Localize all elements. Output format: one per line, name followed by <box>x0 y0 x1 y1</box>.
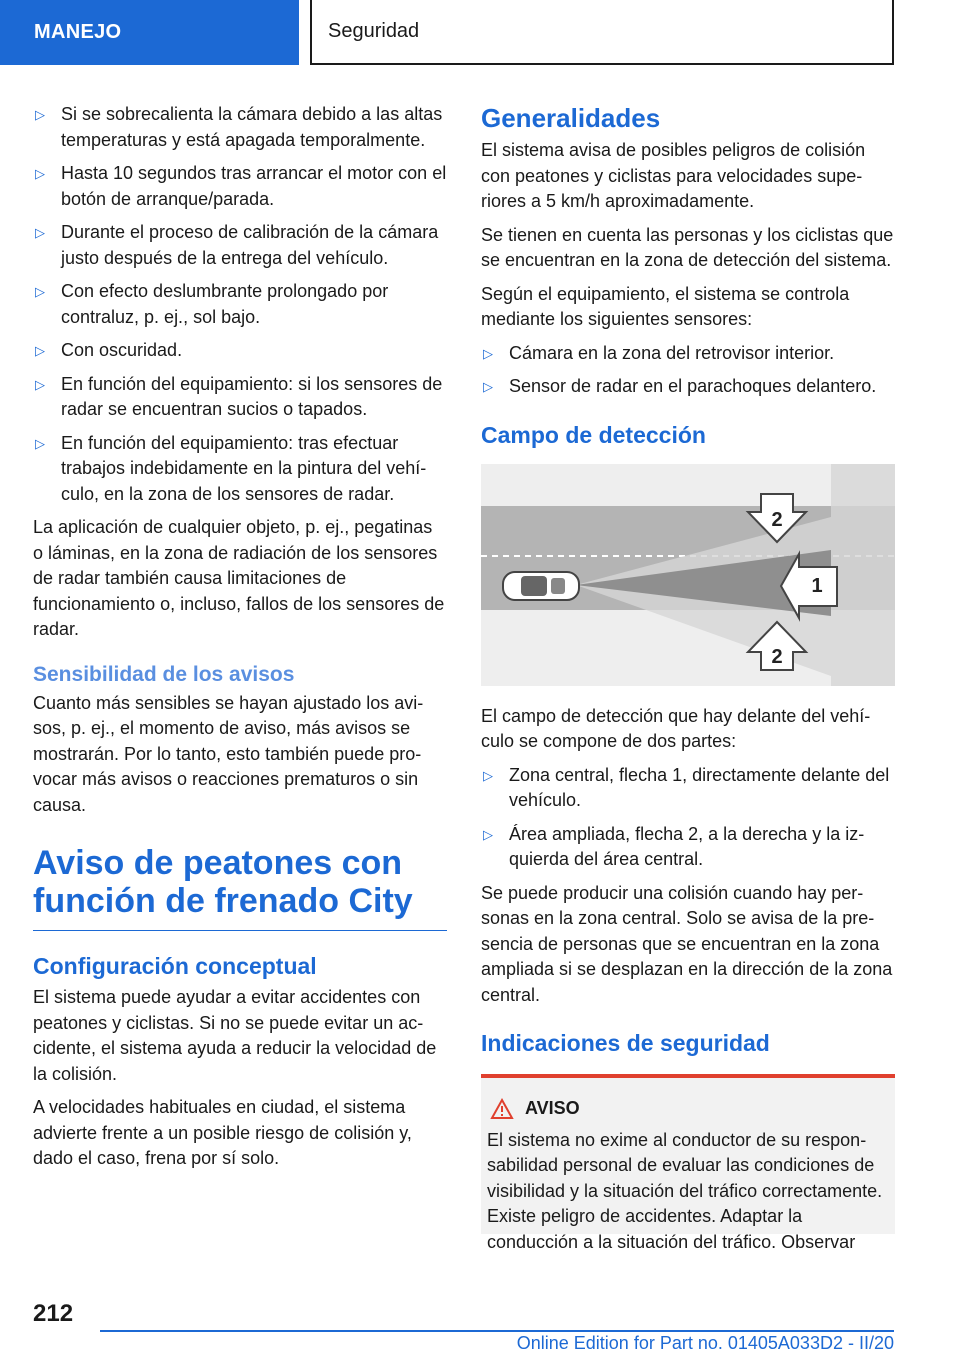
list-item: ▷ Con efecto deslumbrante prolongado por contraluz, p. ej., sol bajo. <box>35 281 389 327</box>
indicaciones-heading: Indicaciones de seguridad <box>481 1030 770 1056</box>
paragraph: Se puede producir una colisión cuando hay personas en la zona central. Solo se avisa de la presencia de personas que se encuentran en la zona ampliada si se desplazan en la dirección de la zona central. <box>481 882 893 1005</box>
triangle-bullet-icon: ▷ <box>35 435 45 451</box>
triangle-bullet-icon: ▷ <box>35 225 45 240</box>
triangle-bullet-icon: ▷ <box>35 166 45 181</box>
triangle-bullet-icon: ▷ <box>35 376 45 392</box>
section-label: MANEJO <box>34 21 122 43</box>
triangle-bullet-icon: ▷ <box>35 343 45 358</box>
arrow-1-center-label: 1 <box>811 574 823 597</box>
paragraph: Se tienen en cuenta las personas y los ciclistas que se encuentran en la zona de detección del sistema. <box>481 224 894 270</box>
triangle-bullet-icon: ▷ <box>483 767 493 783</box>
list-item: ▷ En función del equipamiento: si los sensores de radar se encuentran sucios o tapados. <box>35 373 443 419</box>
list-item: ▷ Zona central, flecha 1, directamente delante del vehículo. <box>483 764 890 810</box>
list-item: ▷ Si se sobrecalienta la cámara debido a las altas temperaturas y está apagada temporalmente. <box>35 104 443 150</box>
page-title: Seguridad <box>328 20 420 42</box>
page-header <box>310 0 894 65</box>
triangle-bullet-icon: ▷ <box>35 284 45 299</box>
warning-triangle-icon <box>491 1099 513 1119</box>
triangle-bullet-icon: ▷ <box>35 107 45 122</box>
main-heading: Aviso de peatones con función de frenado City <box>33 844 447 931</box>
right-column <box>481 102 895 1252</box>
paragraph: El sistema puede ayudar a evitar accidentes con peatones y ciclistas. Si no se puede evitar un accidente, el sistema ayuda a reducir la velocidad de la colisión. <box>33 987 437 1084</box>
configuracion-heading: Configuración conceptual <box>33 953 317 979</box>
section-tab <box>0 0 299 65</box>
vehicle-icon <box>503 572 579 600</box>
paragraph: Según el equipamiento, el sistema se controla mediante los siguientes sensores: <box>481 283 850 329</box>
sensors-list <box>481 341 895 400</box>
footer-edition: Online Edition for Part no. 01405A033D2 - II/20 <box>516 1333 894 1353</box>
list-item: ▷ Con oscuridad. <box>33 338 447 364</box>
list-item: ▷ Hasta 10 segundos tras arrancar el motor con el botón de arranque/parada. <box>35 163 447 209</box>
warning-text: El sistema no exime al conductor de su responsabilidad personal de evaluar las condiciones de visibilidad y la situación del tráfico correctamente. Existe peligro de accidentes. Adaptar la conducción a la situación del tráfico. Observar <box>487 1129 883 1252</box>
warning-box <box>481 1074 895 1252</box>
zones-list <box>481 763 895 873</box>
list-item: ▷ Durante el proceso de calibración de la cámara justo después de la entrega del vehículo. <box>35 222 439 268</box>
triangle-bullet-icon: ▷ <box>483 379 493 394</box>
arrow-2-bottom-label: 2 <box>771 645 783 668</box>
arrow-2-top-label: 2 <box>771 508 783 531</box>
sensibilidad-heading: Sensibilidad de los avisos <box>33 662 295 686</box>
list-item: ▷ Sensor de radar en el parachoques delantero. <box>481 374 895 400</box>
paragraph: Cuanto más sensibles se hayan ajustado los avisos, p. ej., el momento de aviso, más avisos se mostrarán. Por lo tanto, esto también puede provocar más avisos o reacciones prematuros o sin causa. <box>33 692 424 815</box>
paragraph: El campo de detección que hay delante del vehículo se compone de dos partes: <box>481 705 871 751</box>
generalidades-heading: Generalidades <box>481 103 661 133</box>
paragraph: A velocidades habituales en ciudad, el sistema advierte frente a un posible riesgo de colisión y, dado el caso, frena por sí solo. <box>33 1097 412 1168</box>
left-column <box>33 102 447 1180</box>
list-item: ▷ En función del equipamiento: tras efectuar trabajos indebidamente en la pintura del vehículo, en la zona de los sensores de radar. <box>35 432 427 504</box>
warning-title: AVISO <box>487 1096 889 1122</box>
page-number: 212 <box>33 1300 74 1327</box>
detection-field-diagram <box>481 464 895 686</box>
campo-heading: Campo de detección <box>481 421 706 448</box>
limitations-list <box>33 102 447 507</box>
triangle-bullet-icon: ▷ <box>483 345 493 361</box>
list-item: ▷ Área ampliada, flecha 2, a la derecha y la izquierda del área central. <box>483 823 865 869</box>
footer-divider <box>100 1330 894 1332</box>
list-item: ▷ Cámara en la zona del retrovisor interior. <box>481 341 895 367</box>
paragraph: El sistema avisa de posibles peligros de colisión con peatones y ciclistas para velocidades superiores a 5 km/h aproximadamente. <box>481 140 866 211</box>
paragraph: La aplicación de cualquier objeto, p. ej., pegatinas o láminas, en la zona de radiación de los sensores de radar también causa limitaciones de funcionamiento o, incluso, fallos de los sensores de radar. <box>33 517 445 639</box>
triangle-bullet-icon: ▷ <box>483 826 493 842</box>
